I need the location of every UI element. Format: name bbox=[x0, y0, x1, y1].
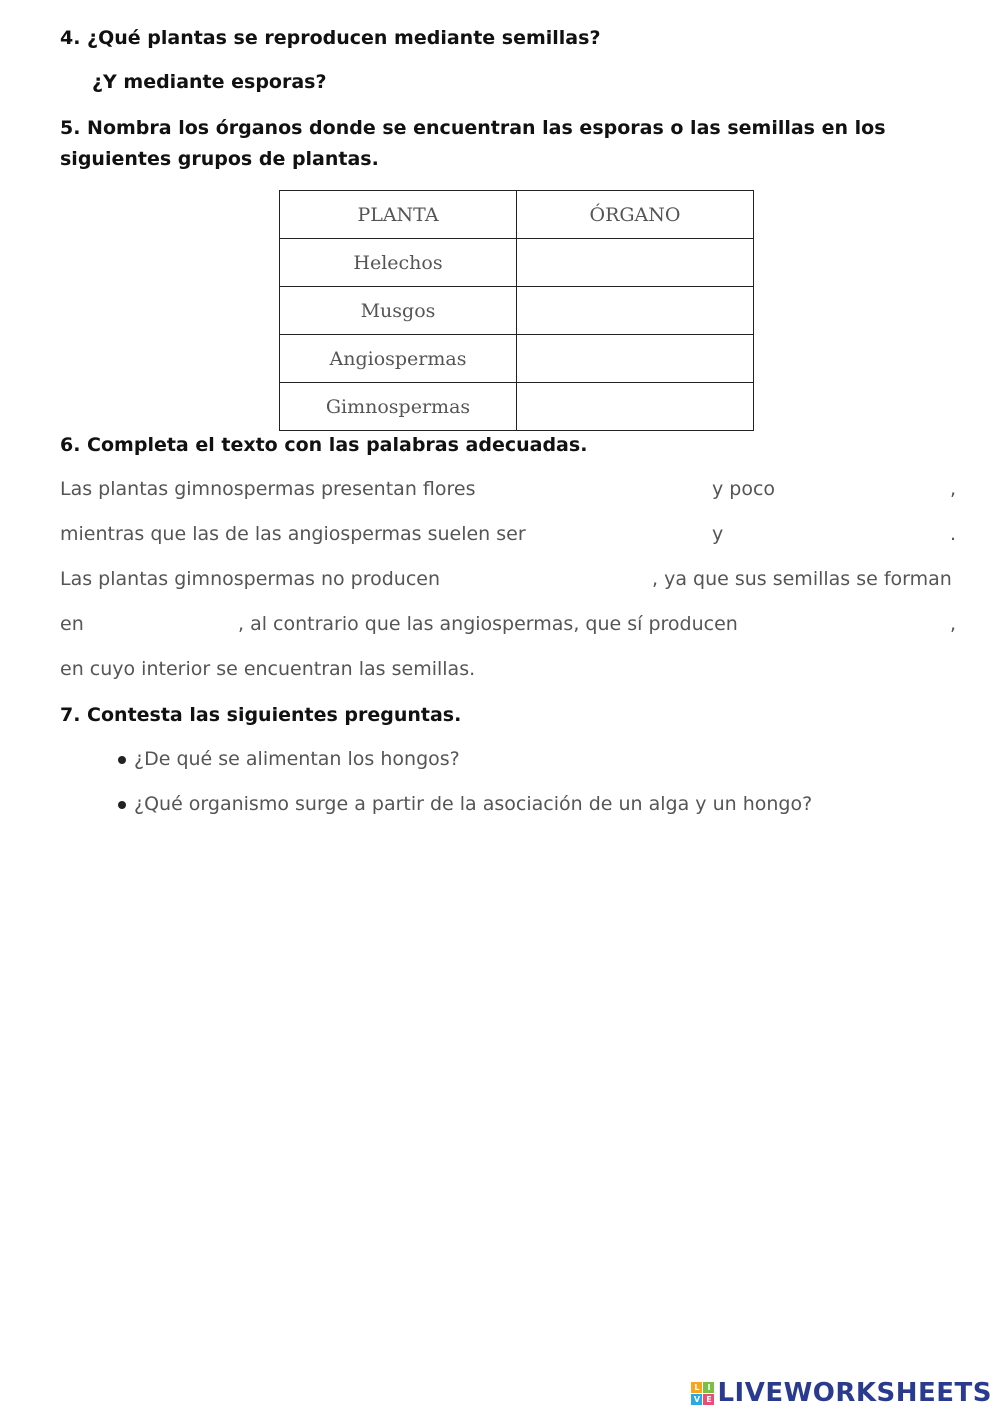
bullet-icon bbox=[118, 756, 126, 764]
table-row bbox=[280, 287, 754, 335]
fill-text-line-2a: mientras que las de las angiospermas suelen ser bbox=[60, 523, 526, 545]
logo-mark-tile: E bbox=[703, 1394, 714, 1405]
fill-text-line-4b: , al contrario que las angiospermas, que sí producen bbox=[238, 613, 738, 635]
table-header-row bbox=[280, 191, 754, 239]
fill-text-line-2c: . bbox=[950, 523, 957, 545]
logo-mark-tile: L bbox=[691, 1382, 702, 1393]
fill-text-line-3b: , ya que sus semillas se forman bbox=[652, 568, 952, 590]
organ-answer-cell[interactable] bbox=[517, 287, 754, 335]
blank-input-6[interactable] bbox=[90, 615, 230, 639]
fill-text-line-1a: Las plantas gimnospermas presentan flores bbox=[60, 478, 476, 500]
question-6: 6. Completa el texto con las palabras adecuadas. bbox=[60, 434, 588, 456]
liveworksheets-logo bbox=[691, 1378, 992, 1408]
blank-input-7[interactable] bbox=[748, 615, 943, 639]
list-item bbox=[118, 748, 460, 770]
blank-input-3[interactable] bbox=[540, 525, 705, 549]
fill-text-line-4c: , bbox=[950, 613, 957, 635]
fill-text-line-1b: y poco bbox=[712, 478, 776, 500]
list-item bbox=[118, 793, 812, 815]
table-header-planta: PLANTA bbox=[280, 191, 517, 239]
table-header-organo: ÓRGANO bbox=[517, 191, 754, 239]
table-row bbox=[280, 383, 754, 431]
question-4: 4. ¿Qué plantas se reproducen mediante semillas? bbox=[60, 27, 601, 49]
organ-answer-cell[interactable] bbox=[517, 335, 754, 383]
question-7-item-2: ¿Qué organismo surge a partir de la asociación de un alga y un hongo? bbox=[134, 793, 813, 815]
question-7-item-1: ¿De qué se alimentan los hongos? bbox=[134, 748, 460, 770]
fill-text-line-2b: y bbox=[712, 523, 724, 545]
blank-input-1[interactable] bbox=[500, 480, 700, 504]
organ-answer-cell[interactable] bbox=[517, 239, 754, 287]
question-5: 5. Nombra los órganos donde se encuentran las esporas o las semillas en los siguientes grupos de plantas. bbox=[60, 117, 886, 170]
fill-text-line-5: en cuyo interior se encuentran las semillas. bbox=[60, 658, 476, 680]
blank-input-2[interactable] bbox=[780, 480, 945, 504]
plant-name: Angiospermas bbox=[280, 335, 517, 383]
liveworksheets-wordmark: LIVEWORKSHEETS bbox=[717, 1378, 992, 1408]
fill-text-line-1c: , bbox=[950, 478, 957, 500]
plant-name: Musgos bbox=[280, 287, 517, 335]
fill-text-line-3a: Las plantas gimnospermas no producen bbox=[60, 568, 441, 590]
question-4-sub: ¿Y mediante esporas? bbox=[92, 71, 327, 93]
question-7: 7. Contesta las siguientes preguntas. bbox=[60, 704, 462, 726]
bullet-icon bbox=[118, 801, 126, 809]
liveworksheets-mark-icon bbox=[691, 1382, 714, 1405]
plant-name: Helechos bbox=[280, 239, 517, 287]
table-row bbox=[280, 335, 754, 383]
blank-input-5[interactable] bbox=[450, 570, 645, 594]
fill-text-line-4a: en bbox=[60, 613, 84, 635]
logo-mark-tile: I bbox=[703, 1382, 714, 1393]
logo-mark-tile: V bbox=[691, 1394, 702, 1405]
blank-input-4[interactable] bbox=[730, 525, 945, 549]
plant-name: Gimnospermas bbox=[280, 383, 517, 431]
plants-organ-table bbox=[279, 190, 754, 431]
organ-answer-cell[interactable] bbox=[517, 383, 754, 431]
table-row bbox=[280, 239, 754, 287]
